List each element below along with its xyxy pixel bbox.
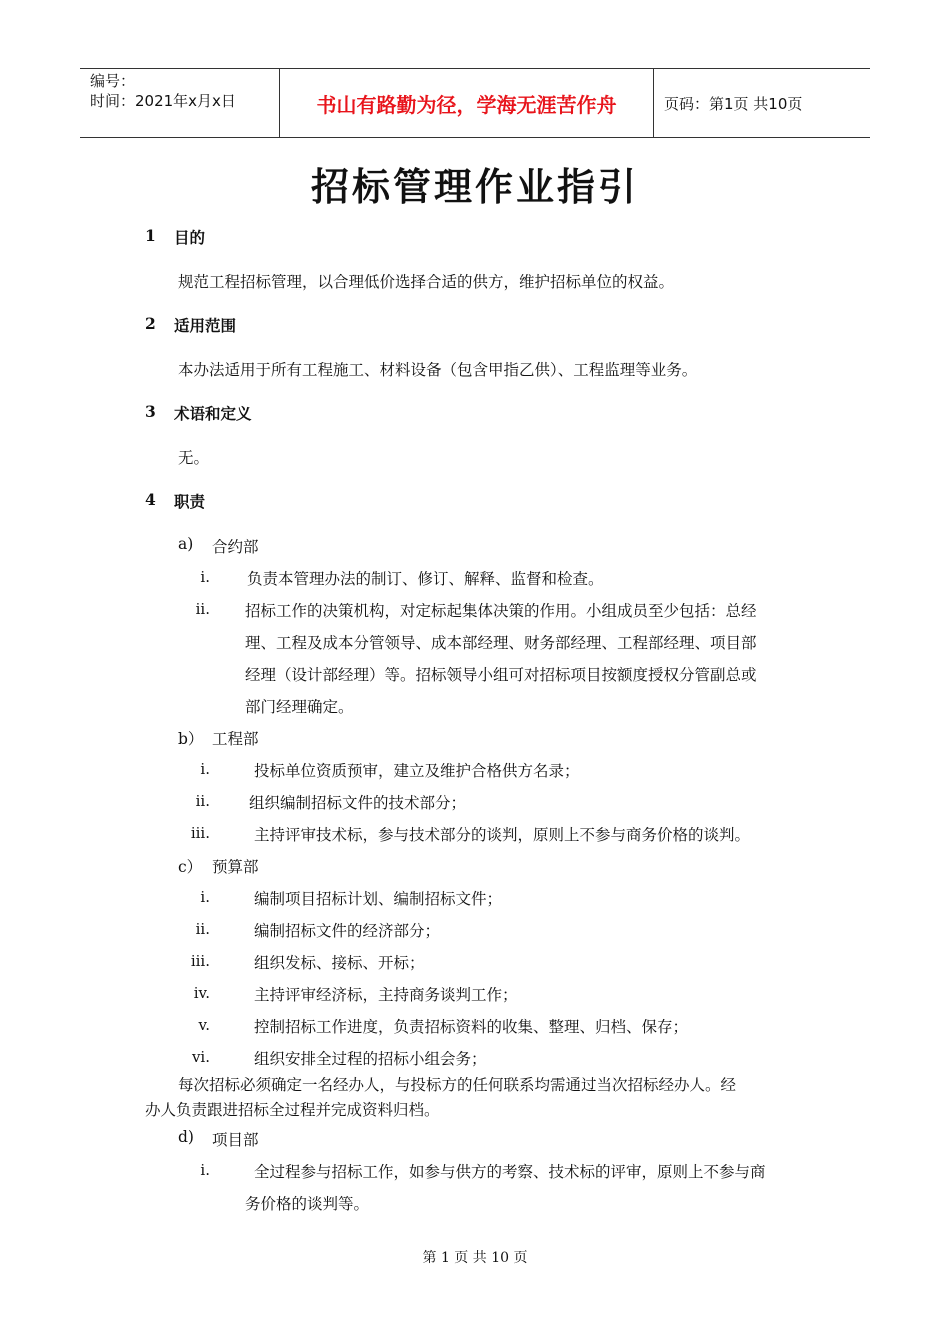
duty-b-item-2-text: 组织编制招标文件的技术部分； [249, 794, 467, 812]
duty-a-item-2-number: ii. [195, 600, 210, 618]
section-1-number: 1 [145, 226, 156, 245]
duty-b-item-3-number: iii. [190, 824, 210, 842]
duty-d-title: 项目部 [212, 1131, 259, 1149]
duty-c-item-4-number: iv. [193, 984, 210, 1002]
section-1-title: 目的 [174, 229, 206, 247]
section-3-title: 术语和定义 [174, 405, 252, 423]
duty-c-item-3-text: 组织发标、接标、开标； [254, 954, 425, 972]
duty-a-item-2-line-3: 经理（设计部经理）等。招标领导小组可对招标项目按额度授权分管副总或 [245, 666, 757, 684]
duty-c-item-4-text: 主持评审经济标，主持商务谈判工作； [254, 986, 518, 1004]
duty-a-item-1-text: 负责本管理办法的制订、修订、解释、监督和检查。 [247, 570, 604, 588]
duty-c-item-6-text: 组织安排全过程的招标小组会务； [254, 1050, 487, 1068]
document-title: 招标管理作业指引 [310, 165, 639, 209]
doc-time-label: 时间：2021年x月x日 [90, 92, 236, 110]
duty-c-title: 预算部 [212, 858, 259, 876]
duty-d-item-1-line-1: 全过程参与招标工作，如参与供方的考察、技术标的评审，原则上不参与商 [254, 1163, 766, 1181]
duty-c-item-1-text: 编制项目招标计划、编制招标文件； [254, 890, 503, 908]
section-2-body: 本办法适用于所有工程施工、材料设备（包含甲指乙供）、工程监理等业务。 [178, 361, 698, 379]
section-2-number: 2 [145, 314, 156, 333]
header-meta [80, 69, 280, 137]
duty-b-title: 工程部 [212, 730, 259, 748]
duty-a-item-1-number: i. [200, 568, 210, 586]
duty-c-item-2-number: ii. [195, 920, 210, 938]
section-4-number: 4 [145, 490, 156, 509]
duty-c-item-6-number: vi. [191, 1048, 210, 1066]
page-footer: 第 1 页 共 10 页 [422, 1250, 528, 1266]
duty-c-item-1-number: i. [200, 888, 210, 906]
section-3-number: 3 [145, 402, 156, 421]
duty-c-item-3-number: iii. [190, 952, 210, 970]
duty-c-note-line-1: 每次招标必须确定一名经办人，与投标方的任何联系均需通过当次招标经办人。经 [178, 1076, 737, 1094]
duty-d-label: d) [178, 1128, 194, 1146]
duty-a-title: 合约部 [212, 538, 259, 556]
duty-b-item-1-text: 投标单位资质预审，建立及维护合格供方名录； [254, 762, 580, 780]
header-page-info: 页码：第1页 共10页 [664, 94, 803, 113]
duty-b-item-2-number: ii. [195, 792, 210, 810]
doc-number-label: 编号： [90, 72, 136, 90]
duty-a-label: a) [178, 535, 194, 553]
duty-a-item-2-line-4: 部门经理确定。 [245, 698, 354, 716]
duty-d-item-1-line-2: 务价格的谈判等。 [245, 1195, 370, 1213]
section-1-body: 规范工程招标管理，以合理低价选择合适的供方，维护招标单位的权益。 [178, 273, 675, 291]
duty-c-note-line-2: 办人负责跟进招标全过程并完成资料归档。 [145, 1101, 440, 1119]
duty-d-item-1-number: i. [200, 1161, 210, 1179]
duty-a-item-2-line-2: 理、工程及成本分管领导、成本部经理、财务部经理、工程部经理、项目部 [245, 634, 757, 652]
duty-c-item-5-number: v. [198, 1016, 210, 1034]
section-4-title: 职责 [174, 493, 206, 511]
duty-a-item-2-line-1: 招标工作的决策机构，对定标起集体决策的作用。小组成员至少包括：总经 [245, 602, 757, 620]
duty-b-item-3-text: 主持评审技术标，参与技术部分的谈判，原则上不参与商务价格的谈判。 [254, 826, 751, 844]
section-3-body: 无。 [178, 449, 210, 467]
duty-c-item-2-text: 编制招标文件的经济部分； [254, 922, 441, 940]
duty-c-item-5-text: 控制招标工作进度，负责招标资料的收集、整理、归档、保存； [254, 1018, 689, 1036]
duty-c-label: c） [178, 858, 203, 876]
header-motto: 书山有路勤为径，学海无涯苦作舟 [280, 69, 654, 137]
page-header [80, 68, 870, 138]
duty-b-label: b） [178, 730, 204, 748]
section-2-title: 适用范围 [174, 317, 237, 335]
duty-b-item-1-number: i. [200, 760, 210, 778]
